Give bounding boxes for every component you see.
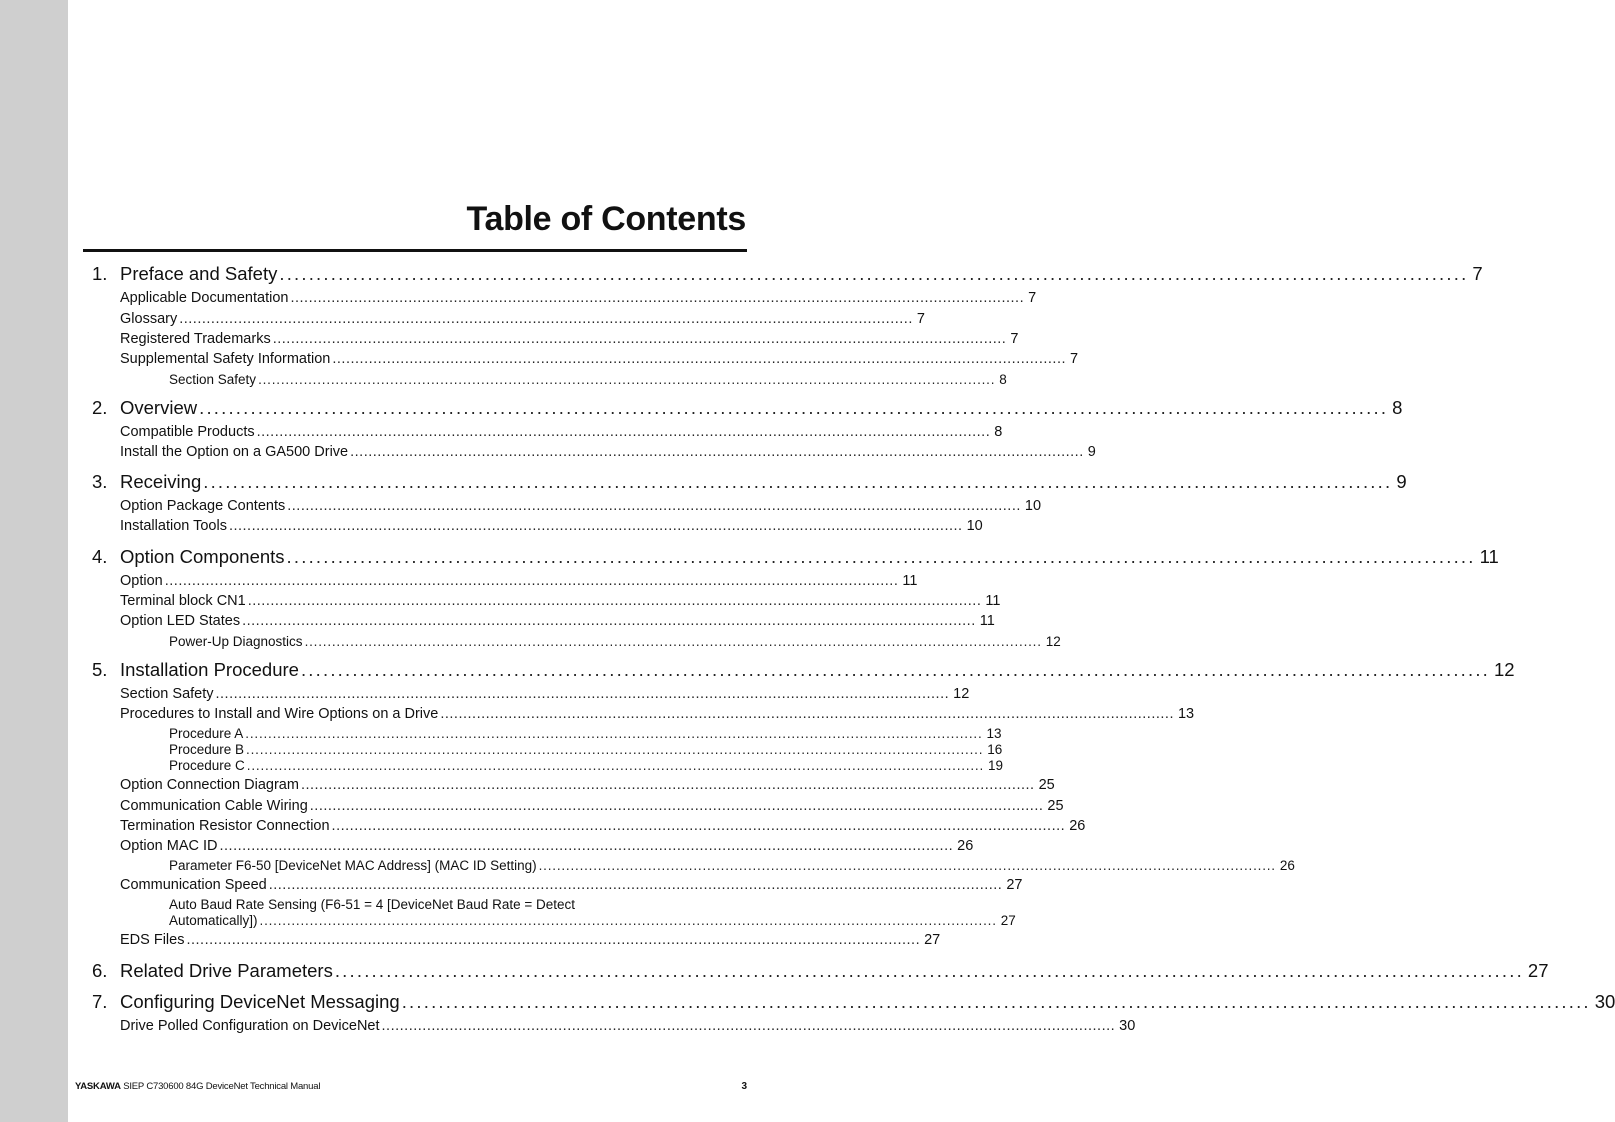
page-number: 12: [1494, 659, 1515, 680]
dot-leader: ..................................................................................................................................................................: [259, 913, 997, 928]
page-number: 27: [924, 932, 941, 948]
page-number: 7: [1472, 263, 1483, 284]
toc-subentry-procedure-a[interactable]: [169, 726, 1002, 741]
dot-leader: ..................................................................................................................................................................: [287, 498, 1021, 514]
dot-leader: ..................................................................................................................................................................: [272, 331, 1007, 347]
dot-leader: ..................................................................................................................................................................: [332, 351, 1067, 367]
page-number: 11: [1479, 546, 1499, 567]
chapter-number: 5.: [92, 659, 108, 680]
page-number: 8: [1392, 397, 1403, 418]
dot-leader: ..................................................................................................................................................................: [304, 634, 1042, 649]
toc-subentry-procedure-b[interactable]: [169, 742, 1003, 757]
page-number: 12: [953, 686, 970, 702]
subentry-title: Procedure A: [169, 726, 244, 741]
footer-brand: YASKAWA: [75, 1081, 121, 1092]
chapter-title: Option Components: [120, 546, 285, 567]
dot-leader: ..................................................................................................................................................................: [440, 706, 1174, 722]
entry-title: Termination Resistor Connection: [120, 818, 330, 834]
page-number: 11: [902, 573, 918, 589]
dot-leader: ..................................................................................................................................................................: [203, 471, 1393, 492]
toc-entry-compatible-products[interactable]: [120, 424, 1003, 440]
dot-leader: ..................................................................................................................................................................: [215, 686, 950, 702]
toc-chapter-7[interactable]: [92, 991, 1615, 1013]
toc-entry-installation-tools[interactable]: [120, 518, 983, 534]
toc-subentry-auto-baud-line1[interactable]: Auto Baud Rate Sensing (F6-51 = 4 [DeviceNet Baud Rate = Detect: [169, 897, 575, 912]
page-number: 26: [1069, 818, 1086, 834]
dot-leader: ..................................................................................................................................................................: [186, 932, 921, 948]
entry-title: Communication Speed: [120, 877, 267, 893]
entry-title: Option: [120, 573, 163, 589]
toc-entry-glossary[interactable]: [120, 311, 925, 327]
dot-leader: ..................................................................................................................................................................: [228, 518, 963, 534]
dot-leader: ..................................................................................................................................................................: [258, 372, 996, 387]
chapter-title: Overview: [120, 397, 198, 418]
entry-title: Terminal block CN1: [120, 593, 246, 609]
dot-leader: ..................................................................................................................................................................: [401, 991, 1591, 1012]
toc-entry-option-package-contents[interactable]: [120, 498, 1042, 514]
dot-leader: ..................................................................................................................................................................: [219, 838, 954, 854]
entry-title: Compatible Products: [120, 424, 255, 440]
page-number: 12: [1045, 634, 1061, 649]
toc-chapter-6[interactable]: [92, 960, 1549, 982]
side-margin-band: [0, 0, 68, 1122]
toc-entry-option-connection-diagram[interactable]: [120, 777, 1055, 793]
dot-leader: ..................................................................................................................................................................: [286, 546, 1476, 567]
page-number: 25: [1038, 777, 1055, 793]
page-number: 7: [1070, 351, 1079, 367]
footer-page-number: 3: [741, 1081, 747, 1092]
chapter-number: 7.: [92, 991, 108, 1012]
dot-leader: ..................................................................................................................................................................: [256, 424, 991, 440]
entry-title: Option LED States: [120, 613, 241, 629]
entry-title: Option MAC ID: [120, 838, 218, 854]
dot-leader: ..................................................................................................................................................................: [246, 758, 985, 773]
page-number: 27: [1000, 913, 1016, 928]
chapter-number: 3.: [92, 471, 108, 492]
footer-document-id: [75, 1081, 320, 1092]
page-title: Table of Contents: [466, 200, 746, 238]
dot-leader: ..................................................................................................................................................................: [279, 263, 1469, 284]
toc-entry-eds-files[interactable]: [120, 932, 941, 948]
chapter-title: Configuring DeviceNet Messaging: [120, 991, 400, 1012]
page-number: 30: [1119, 1018, 1136, 1034]
page-number: 8: [994, 424, 1003, 440]
page-number: 13: [986, 726, 1002, 741]
chapter-title: Related Drive Parameters: [120, 960, 333, 981]
dot-leader: ..................................................................................................................................................................: [247, 593, 982, 609]
page-number: 11: [979, 613, 995, 629]
toc-chapter-2[interactable]: [92, 397, 1403, 419]
page-number: 10: [966, 518, 983, 534]
dot-leader: ..................................................................................................................................................................: [300, 659, 1491, 680]
entry-title: Section Safety: [120, 686, 214, 702]
page-number: 30: [1594, 991, 1615, 1012]
entry-title: Communication Cable Wiring: [120, 798, 308, 814]
toc-subentry-section-safety[interactable]: [169, 372, 1007, 387]
dot-leader: ..................................................................................................................................................................: [334, 960, 1524, 981]
toc-entry-supplemental-safety-information[interactable]: [120, 351, 1079, 367]
dot-leader: ..................................................................................................................................................................: [199, 397, 1389, 418]
dot-leader: ..................................................................................................................................................................: [245, 726, 983, 741]
toc-entry-drive-polled-configuration[interactable]: [120, 1018, 1136, 1034]
toc-chapter-5[interactable]: [92, 659, 1515, 681]
page-number: 26: [957, 838, 974, 854]
toc-entry-install-option-ga500[interactable]: [120, 444, 1096, 460]
page-number: 26: [1279, 858, 1295, 873]
dot-leader: ..................................................................................................................................................................: [538, 858, 1276, 873]
dot-leader: ..................................................................................................................................................................: [381, 1018, 1116, 1034]
chapter-title: Installation Procedure: [120, 659, 299, 680]
page-number: 8: [999, 372, 1007, 387]
toc-subentry-power-up-diagnostics[interactable]: [169, 634, 1061, 649]
toc-subentry-parameter-f6-50[interactable]: [169, 858, 1295, 873]
toc-chapter-3[interactable]: [92, 471, 1407, 493]
subentry-title: Power-Up Diagnostics: [169, 634, 303, 649]
chapter-title: Preface and Safety: [120, 263, 278, 284]
chapter-number: 2.: [92, 397, 108, 418]
dot-leader: ..................................................................................................................................................................: [164, 573, 899, 589]
toc-chapter-1[interactable]: [92, 263, 1483, 285]
entry-title: Install the Option on a GA500 Drive: [120, 444, 349, 460]
title-rule: [83, 249, 747, 252]
dot-leader: ..................................................................................................................................................................: [268, 877, 1003, 893]
dot-leader: ..................................................................................................................................................................: [290, 290, 1025, 306]
toc-entry-procedures-install-wire[interactable]: [120, 706, 1195, 722]
page-number: 27: [1527, 960, 1549, 981]
page-number: 7: [1010, 331, 1019, 347]
entry-title: Procedures to Install and Wire Options on a Drive: [120, 706, 439, 722]
toc-entry-terminal-block-cn1[interactable]: [120, 593, 1001, 609]
entry-title: Registered Trademarks: [120, 331, 271, 347]
dot-leader: ..................................................................................................................................................................: [242, 613, 976, 629]
toc-entry-applicable-documentation[interactable]: [120, 290, 1037, 306]
toc-entry-option-led-states[interactable]: [120, 613, 995, 629]
dot-leader: ..................................................................................................................................................................: [300, 777, 1035, 793]
footer-manual-name: SIEP C730600 84G DeviceNet Technical Manual: [123, 1081, 321, 1092]
page-number: 9: [1396, 471, 1407, 492]
entry-title: Drive Polled Configuration on DeviceNet: [120, 1018, 380, 1034]
dot-leader: ..................................................................................................................................................................: [350, 444, 1084, 460]
chapter-number: 6.: [92, 960, 108, 981]
page-number: 11: [985, 593, 1001, 609]
entry-title: Option Package Contents: [120, 498, 286, 514]
dot-leader: ..................................................................................................................................................................: [246, 742, 984, 757]
page-number: 10: [1024, 498, 1042, 514]
page-number: 27: [1006, 877, 1023, 893]
toc-entry-communication-cable-wiring[interactable]: [120, 798, 1064, 814]
toc-chapter-4[interactable]: [92, 546, 1499, 568]
dot-leader: ..................................................................................................................................................................: [331, 818, 1066, 834]
subentry-title: Parameter F6-50 [DeviceNet MAC Address] (MAC ID Setting): [169, 858, 537, 873]
subentry-title: Automatically]): [169, 913, 258, 928]
entry-title: Option Connection Diagram: [120, 777, 299, 793]
toc-subentry-procedure-c[interactable]: [169, 758, 1004, 773]
subentry-title: Procedure B: [169, 742, 245, 757]
chapter-number: 1.: [92, 263, 108, 284]
toc-entry-option[interactable]: [120, 573, 918, 589]
toc-subentry-auto-baud-line2[interactable]: [169, 913, 1016, 928]
page-number: 7: [916, 311, 925, 327]
entry-title: Installation Tools: [120, 518, 227, 534]
toc-entry-option-mac-id[interactable]: [120, 838, 974, 854]
toc-entry-section-safety[interactable]: [120, 686, 970, 702]
dot-leader: ..................................................................................................................................................................: [179, 311, 913, 327]
subentry-title: Section Safety: [169, 372, 257, 387]
page-number: 19: [988, 758, 1004, 773]
toc-entry-registered-trademarks[interactable]: [120, 331, 1019, 347]
page-number: 25: [1047, 798, 1064, 814]
dot-leader: ..................................................................................................................................................................: [309, 798, 1044, 814]
entry-title: Glossary: [120, 311, 178, 327]
toc-entry-termination-resistor-connection[interactable]: [120, 818, 1086, 834]
entry-title: Supplemental Safety Information: [120, 351, 331, 367]
entry-title: Applicable Documentation: [120, 290, 289, 306]
entry-title: EDS Files: [120, 932, 185, 948]
page-number: 13: [1177, 706, 1195, 722]
page-number: 7: [1028, 290, 1037, 306]
subentry-title: Procedure C: [169, 758, 245, 773]
chapter-title: Receiving: [120, 471, 202, 492]
page-number: 16: [987, 742, 1003, 757]
chapter-number: 4.: [92, 546, 108, 567]
page-number: 9: [1087, 444, 1096, 460]
toc-entry-communication-speed[interactable]: [120, 877, 1023, 893]
